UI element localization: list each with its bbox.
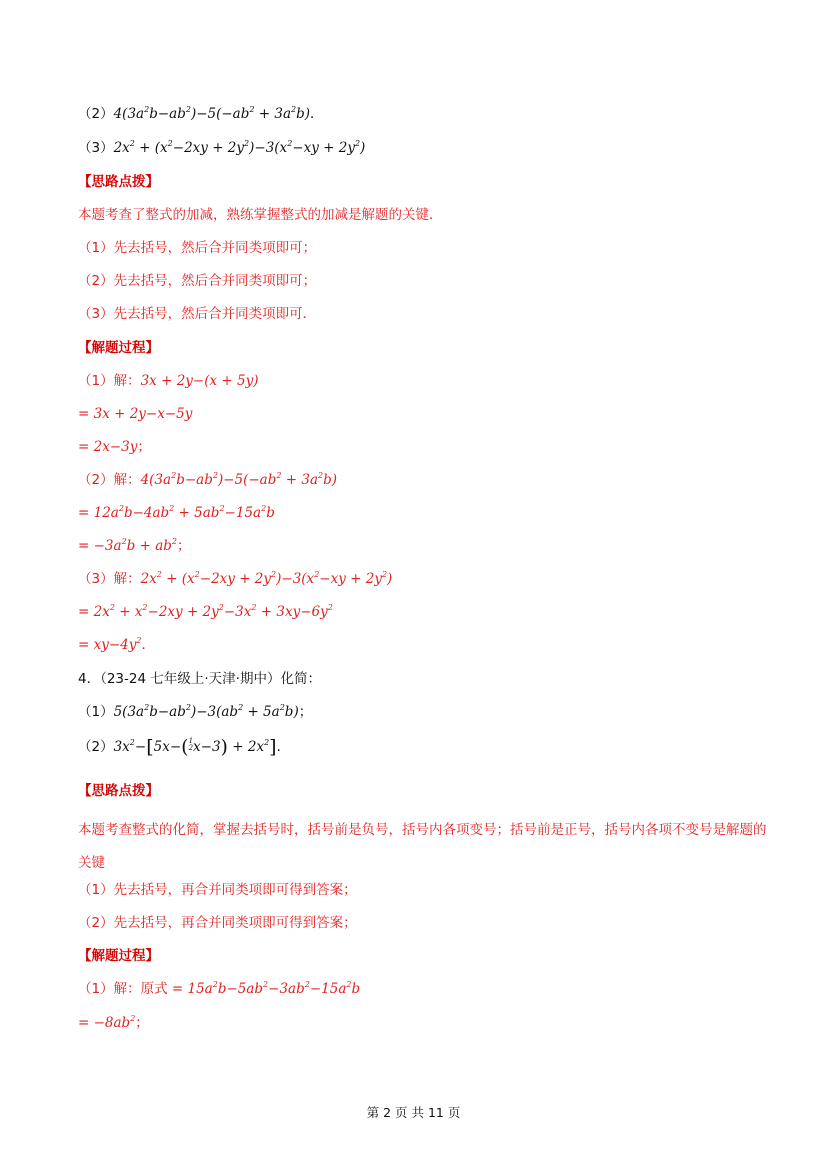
question-instruction: 化简：: [280, 671, 321, 687]
question-4-header: [78, 669, 321, 689]
hint-step-2: （2）先去括号，然后合并同类项即可；: [78, 273, 317, 289]
solution-3-line-1: （3）解：$2x^2 + (x^2-2xy + 2y^2)-3(x^2-xy + 2y^2)$: [78, 570, 393, 587]
solution-2-line-3: = $-3a^2b + ab^2$；: [78, 537, 191, 554]
solution-2-line-1: （2）解：$4(3a^2b-ab^2)-5(-ab^2 + 3a^2b)$: [78, 471, 338, 488]
solution-label: （3）解：: [78, 571, 141, 587]
hint-step-3: （3）先去括号，然后合并同类项即可．: [78, 306, 317, 322]
solution-heading: 【解题过程】: [78, 948, 159, 964]
hint-step-1: （1）先去括号，再合并同类项即可得到答案；: [78, 882, 357, 898]
expression: $4(3a^2b-ab^2)-5(-ab^2 + 3a^2b)$: [113, 105, 311, 122]
hint-intro: 本题考查整式的化简，掌握去括号时，括号前是负号，括号内各项变号；括号前是正号，括号内各项不变号是解题的关键: [78, 822, 767, 871]
question-source: （23-24 七年级上·天津·期中）: [100, 671, 281, 687]
solution-label: （1）解：: [78, 373, 141, 389]
q4-item-2: $(2)3x^2-[5x-(1$ $2x-3) + 2x^2$]．: [78, 736, 291, 758]
q3-item-2: $(2)4(3a^2b-ab^2)-5(-ab^2 + 3a^2b)$．: [78, 105, 324, 122]
q4-item-1: $(1)5(3a^2b-ab^2)-3(ab^2 + 5a^2b)$；: [78, 703, 313, 720]
solution-heading: 【解题过程】: [78, 340, 159, 356]
hint-heading: 【思路点拨】: [78, 174, 159, 190]
q3-item-3: [78, 138, 365, 158]
item-label: （2）: [78, 739, 114, 755]
hint-step-2: （2）先去括号，再合并同类项即可得到答案；: [78, 915, 357, 931]
solution-label: （1）解：原式: [78, 981, 168, 997]
item-label: （3）: [78, 140, 114, 156]
solution-1-line-3: = 2x−3y；: [78, 439, 151, 455]
solution-label: （2）解：: [78, 472, 141, 488]
item-label: （1）: [78, 704, 114, 720]
solution-1-line-2: = 3x + 2y−x−5y: [78, 406, 193, 422]
solution-1-line-1: （1）解：原式 = $15a^2b-5ab^2-3ab^2-15a^2b$: [78, 980, 361, 997]
question-number: 4．: [78, 671, 101, 687]
item-label: （2）: [78, 106, 114, 122]
solution-1-line-2: = $-8ab^2$；: [78, 1014, 149, 1031]
solution-2-line-2: = $12a^2b-4ab^2 + 5ab^2-15a^2b$: [78, 504, 275, 521]
solution-1-line-1: （1）解：3x + 2y−(x + 5y): [78, 373, 259, 389]
expression: $2x^2 + (x^2-2xy + 2y^2)-3(x^2-xy + 2y^2)$: [113, 139, 366, 156]
hint-step-1: （1）先去括号，然后合并同类项即可；: [78, 240, 317, 256]
solution-3-line-2: = $2x^2 + x^2-2xy + 2y^2-3x^2 + 3xy-6y^2$: [78, 603, 333, 620]
page-footer: 第 2 页 共 11 页: [366, 1105, 461, 1120]
solution-3-line-3: = $xy-4y^2$．: [78, 636, 155, 653]
hint-intro: 本题考查了整式的加减，熟练掌握整式的加减是解题的关键．: [78, 207, 443, 223]
hint-heading: 【思路点拨】: [78, 783, 159, 799]
